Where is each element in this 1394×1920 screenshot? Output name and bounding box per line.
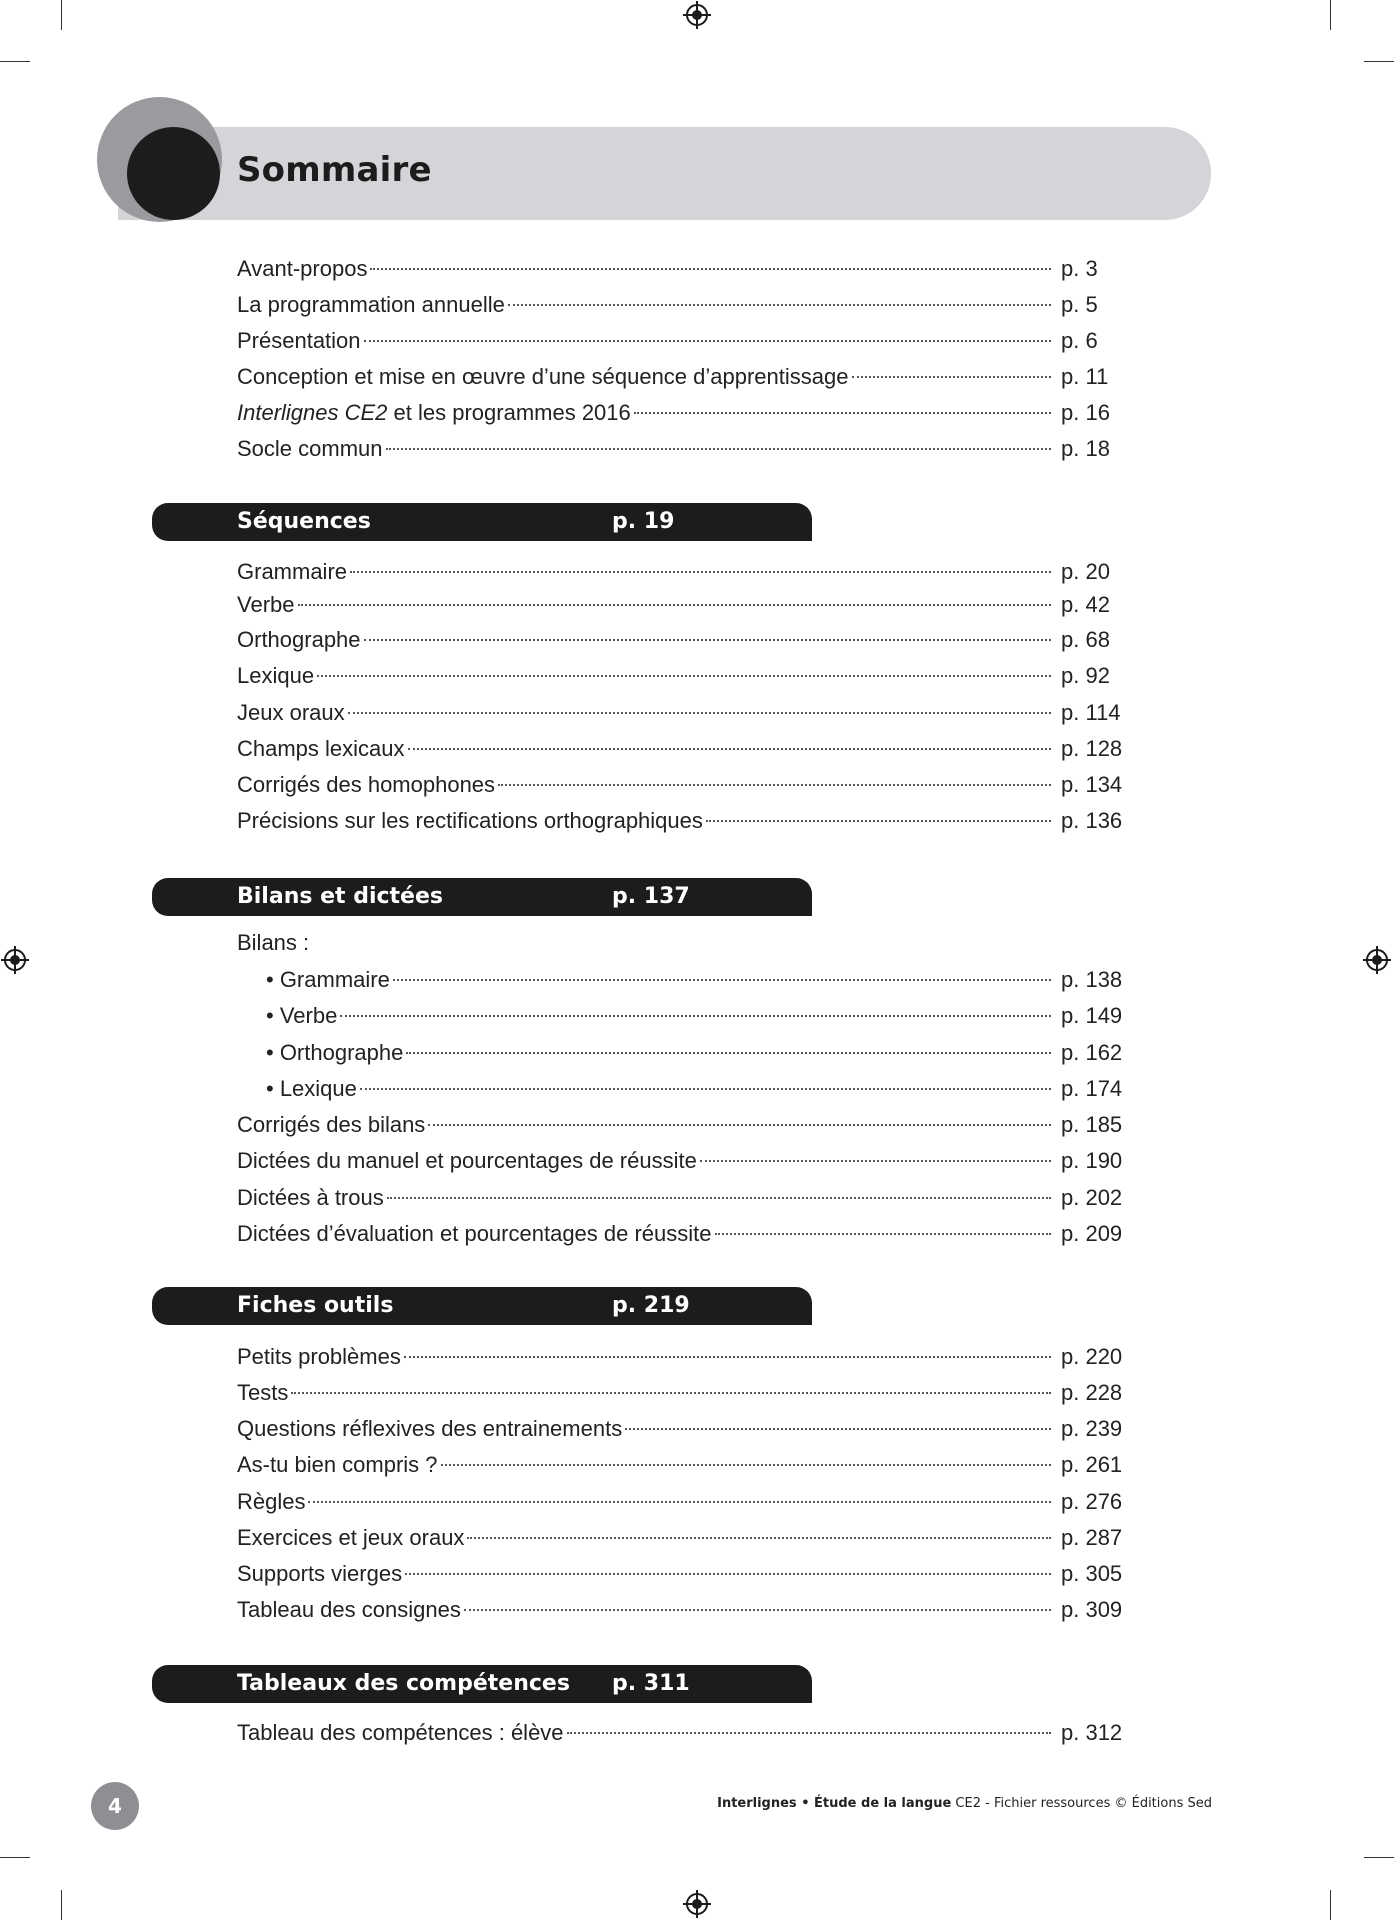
toc-entry-page: p. 114 bbox=[1061, 700, 1121, 725]
toc-entry[interactable] bbox=[237, 1521, 1123, 1555]
toc-entry-label: Avant-propos bbox=[237, 256, 368, 281]
toc-entry-label: Corrigés des bilans bbox=[237, 1112, 426, 1137]
toc-entry-label: Supports vierges bbox=[237, 1561, 403, 1586]
toc-entry-label: Dictées du manuel et pourcentages de réussite bbox=[237, 1148, 697, 1173]
footer-rest: CE2 - Fichier ressources © Éditions Sed bbox=[951, 1796, 1212, 1811]
crop-mark bbox=[61, 1890, 62, 1920]
toc-entry-label: Champs lexicaux bbox=[237, 736, 405, 761]
dot-leader bbox=[298, 603, 1052, 606]
dot-leader bbox=[308, 1500, 1051, 1503]
toc-entry-label-rest: et les programmes 2016 bbox=[387, 400, 631, 425]
toc-entry[interactable] bbox=[237, 768, 1123, 802]
toc-entry[interactable] bbox=[237, 804, 1123, 838]
toc-entry[interactable] bbox=[237, 252, 1119, 286]
page-number-badge: 4 bbox=[91, 1782, 139, 1830]
dot-leader bbox=[360, 1087, 1051, 1090]
toc-entry-label: Lexique bbox=[237, 663, 315, 688]
dot-leader bbox=[370, 267, 1051, 270]
toc-entry-label: Orthographe bbox=[237, 627, 361, 652]
toc-entry[interactable] bbox=[237, 288, 1119, 322]
section-banner[interactable] bbox=[152, 503, 812, 541]
section-page: p. 311 bbox=[612, 1671, 690, 1696]
toc-entry-label: Socle commun bbox=[237, 436, 383, 461]
toc-entry[interactable] bbox=[237, 1485, 1123, 1519]
toc-entry-label: Jeux oraux bbox=[237, 700, 345, 725]
toc-entry[interactable] bbox=[237, 1181, 1123, 1215]
dot-leader bbox=[408, 747, 1051, 750]
section-page: p. 219 bbox=[612, 1293, 690, 1318]
toc-entry-page: p. 138 bbox=[1061, 967, 1123, 992]
dot-leader bbox=[350, 570, 1051, 573]
dot-leader bbox=[348, 711, 1051, 714]
header-circle-decoration bbox=[127, 127, 220, 220]
toc-entry[interactable] bbox=[237, 324, 1119, 358]
toc-entry-label: Précisions sur les rectifications orthographiques bbox=[237, 808, 703, 833]
toc-entry-page: p. 209 bbox=[1061, 1221, 1123, 1246]
dot-leader bbox=[567, 1731, 1051, 1734]
crop-mark bbox=[0, 61, 30, 62]
toc-entry-page: p. 185 bbox=[1061, 1112, 1123, 1137]
toc-sub-entry[interactable] bbox=[266, 963, 1123, 997]
dot-leader bbox=[340, 1014, 1051, 1017]
toc-entry-page: p. 134 bbox=[1061, 772, 1123, 797]
page-title: Sommaire bbox=[237, 150, 432, 190]
dot-leader bbox=[386, 447, 1051, 450]
toc-entry-page: p. 92 bbox=[1061, 663, 1110, 688]
toc-entry-page: p. 312 bbox=[1061, 1720, 1123, 1745]
toc-entry-page: p. 305 bbox=[1061, 1561, 1123, 1586]
toc-entry-page: p. 11 bbox=[1061, 364, 1109, 389]
toc-entry-label: • Lexique bbox=[266, 1076, 357, 1101]
toc-entry[interactable] bbox=[237, 623, 1119, 657]
footer-credit bbox=[717, 1796, 1212, 1811]
dot-leader bbox=[364, 638, 1051, 641]
section-title: Séquences bbox=[237, 509, 371, 534]
toc-entry-page: p. 136 bbox=[1061, 808, 1123, 833]
toc-entry-page: p. 20 bbox=[1061, 559, 1110, 584]
toc-entry[interactable] bbox=[237, 1217, 1123, 1251]
toc-entry-page: p. 228 bbox=[1061, 1380, 1123, 1405]
toc-entry-label: Conception et mise en œuvre d’une séquence d’apprentissage bbox=[237, 364, 849, 389]
crop-mark bbox=[1364, 1857, 1394, 1858]
toc-entry-label: Petits problèmes bbox=[237, 1344, 401, 1369]
dot-leader bbox=[393, 978, 1051, 981]
dot-leader bbox=[625, 1427, 1051, 1430]
toc-entry[interactable] bbox=[237, 432, 1119, 466]
toc-entry[interactable] bbox=[237, 732, 1123, 766]
section-page: p. 137 bbox=[612, 884, 690, 909]
toc-entry[interactable] bbox=[237, 1448, 1123, 1482]
toc-entry-page: p. 18 bbox=[1061, 436, 1110, 461]
section-page: p. 19 bbox=[612, 509, 675, 534]
toc-entry[interactable] bbox=[237, 1412, 1123, 1446]
crop-mark bbox=[1364, 61, 1394, 62]
dot-leader bbox=[441, 1463, 1051, 1466]
registration-mark-icon bbox=[4, 949, 26, 971]
section-banner[interactable] bbox=[152, 1665, 812, 1703]
toc-sub-entry[interactable] bbox=[266, 1036, 1123, 1070]
dot-leader bbox=[498, 783, 1051, 786]
toc-entry[interactable] bbox=[237, 588, 1119, 622]
toc-entry[interactable] bbox=[237, 1144, 1123, 1178]
section-banner[interactable] bbox=[152, 878, 812, 916]
toc-entry-page: p. 68 bbox=[1061, 627, 1110, 652]
dot-leader bbox=[706, 819, 1051, 822]
toc-entry[interactable] bbox=[237, 1376, 1123, 1410]
toc-sub-entry[interactable] bbox=[266, 1072, 1123, 1106]
toc-entry[interactable] bbox=[237, 1108, 1123, 1142]
dot-leader bbox=[406, 1051, 1051, 1054]
toc-entry-page: p. 202 bbox=[1061, 1185, 1123, 1210]
crop-mark bbox=[61, 0, 62, 30]
toc-entry-label: Grammaire bbox=[237, 559, 348, 584]
toc-entry[interactable] bbox=[237, 396, 1119, 430]
toc-entry-label: Tableau des consignes bbox=[237, 1597, 461, 1622]
toc-entry[interactable] bbox=[237, 659, 1119, 693]
toc-entry[interactable] bbox=[237, 1716, 1123, 1750]
dot-leader bbox=[405, 1572, 1051, 1575]
dot-leader bbox=[464, 1608, 1051, 1611]
section-title: Bilans et dictées bbox=[237, 884, 443, 909]
registration-mark-icon bbox=[686, 1893, 708, 1915]
section-title: Tableaux des compétences bbox=[237, 1671, 570, 1696]
toc-entry-page: p. 162 bbox=[1061, 1040, 1123, 1065]
dot-leader bbox=[364, 339, 1051, 342]
dot-leader bbox=[715, 1232, 1051, 1235]
toc-entry[interactable] bbox=[237, 555, 1119, 589]
section-title: Fiches outils bbox=[237, 1293, 394, 1318]
section-banner[interactable] bbox=[152, 1287, 812, 1325]
toc-entry-page: p. 6 bbox=[1061, 328, 1098, 353]
dot-leader bbox=[317, 674, 1051, 677]
dot-leader bbox=[700, 1159, 1051, 1162]
toc-entry-page: p. 128 bbox=[1061, 736, 1123, 761]
toc-entry-page: p. 309 bbox=[1061, 1597, 1123, 1622]
dot-leader bbox=[428, 1123, 1051, 1126]
toc-entry-page: p. 174 bbox=[1061, 1076, 1123, 1101]
toc-entry-page: p. 239 bbox=[1061, 1416, 1123, 1441]
dot-leader bbox=[508, 303, 1051, 306]
toc-entry-page: p. 42 bbox=[1061, 592, 1110, 617]
footer-brand: Interlignes • Étude de la langue bbox=[717, 1796, 952, 1811]
toc-entry-page: p. 287 bbox=[1061, 1525, 1123, 1550]
toc-entry[interactable] bbox=[237, 360, 1119, 394]
registration-mark-icon bbox=[1366, 949, 1388, 971]
toc-entry-page: p. 276 bbox=[1061, 1489, 1123, 1514]
toc-entry[interactable] bbox=[237, 1340, 1123, 1374]
toc-entry-page: p. 149 bbox=[1061, 1003, 1123, 1028]
toc-entry-page: p. 16 bbox=[1061, 400, 1110, 425]
toc-entry-label: La programmation annuelle bbox=[237, 292, 505, 317]
dot-leader bbox=[467, 1536, 1051, 1539]
toc-entry[interactable] bbox=[237, 1557, 1123, 1591]
toc-sub-entry[interactable] bbox=[266, 999, 1123, 1033]
crop-mark bbox=[1330, 0, 1331, 30]
toc-entry-page: p. 190 bbox=[1061, 1148, 1123, 1173]
toc-entry-label: • Orthographe bbox=[266, 1040, 404, 1065]
dot-leader bbox=[291, 1391, 1051, 1394]
toc-entry-label: Dictées à trous bbox=[237, 1185, 384, 1210]
dot-leader bbox=[634, 411, 1051, 414]
toc-entry-label: Verbe bbox=[237, 592, 295, 617]
dot-leader bbox=[852, 375, 1052, 378]
dot-leader bbox=[404, 1355, 1051, 1358]
crop-mark bbox=[1330, 1890, 1331, 1920]
toc-entry-label: • Grammaire bbox=[266, 967, 390, 992]
toc-entry-page: p. 5 bbox=[1061, 292, 1098, 317]
toc-entry[interactable] bbox=[237, 1593, 1123, 1627]
crop-mark bbox=[0, 1857, 30, 1858]
toc-entry-label: Tests bbox=[237, 1380, 289, 1405]
registration-mark-icon bbox=[686, 4, 708, 26]
toc-entry-page: p. 220 bbox=[1061, 1344, 1123, 1369]
toc-entry-label bbox=[237, 396, 631, 430]
dot-leader bbox=[387, 1196, 1051, 1199]
toc-entry-label: Dictées d’évaluation et pourcentages de réussite bbox=[237, 1221, 712, 1246]
toc-entry-label-italic: Interlignes CE2 bbox=[237, 400, 388, 425]
toc-entry-label: Exercices et jeux oraux bbox=[237, 1525, 465, 1550]
toc-entry[interactable] bbox=[237, 696, 1119, 730]
toc-entry-label: Présentation bbox=[237, 328, 361, 353]
toc-entry-label: • Verbe bbox=[266, 1003, 338, 1028]
subsection-heading: Bilans : bbox=[237, 930, 310, 955]
toc-entry-label: Questions réflexives des entrainements bbox=[237, 1416, 623, 1441]
toc-entry-label: Corrigés des homophones bbox=[237, 772, 496, 797]
toc-entry-label: As-tu bien compris ? bbox=[237, 1452, 438, 1477]
toc-entry-page: p. 3 bbox=[1061, 256, 1098, 281]
toc-entry-label: Tableau des compétences : élève bbox=[237, 1720, 564, 1745]
toc-entry-label: Règles bbox=[237, 1489, 306, 1514]
toc-entry-page: p. 261 bbox=[1061, 1452, 1123, 1477]
